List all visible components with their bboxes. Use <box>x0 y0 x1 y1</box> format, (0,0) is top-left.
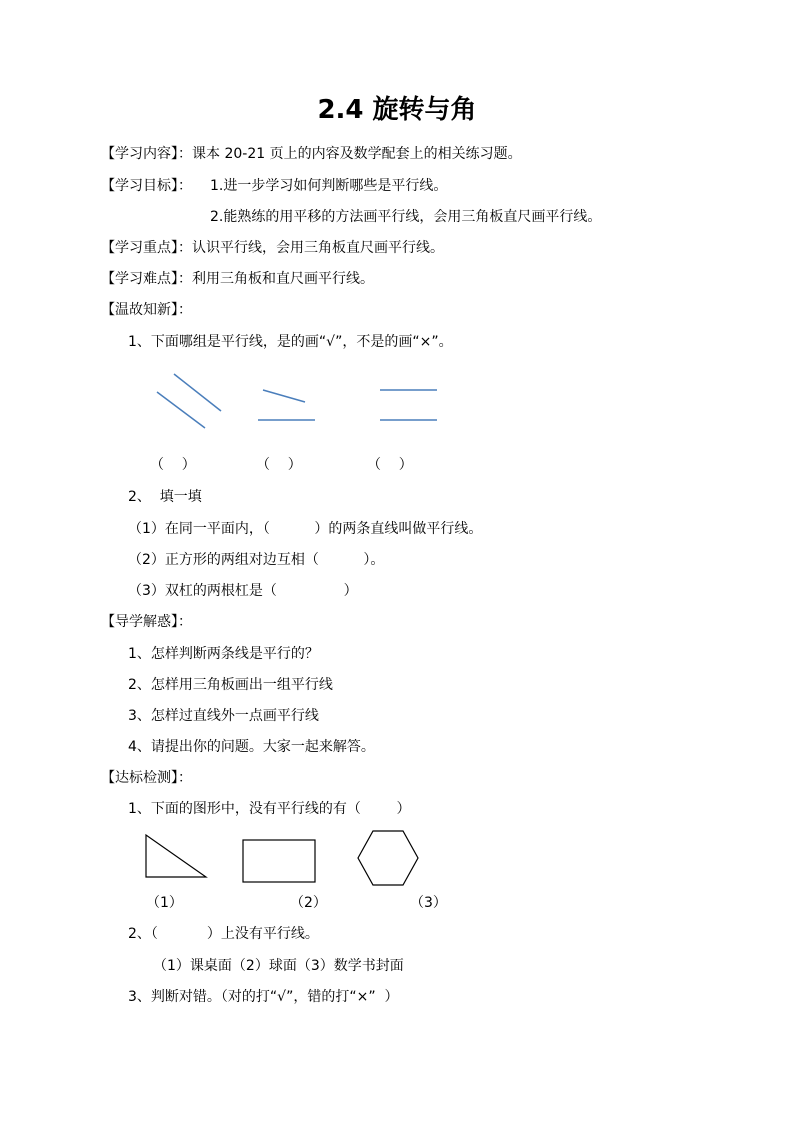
fill-blank-3: （3）双杠的两根杠是（ ） <box>128 583 358 599</box>
shape-label-1: （1） <box>146 895 183 911</box>
learning-goal-2: 2.能熟练的用平移的方法画平行线，会用三角板直尺画平行线。 <box>210 209 602 225</box>
line-group-1-a <box>174 374 221 411</box>
page-title: 2.4 旋转与角 <box>317 95 477 125</box>
review-heading: 【温故知新】： <box>101 302 192 318</box>
learning-difficulty: 【学习难点】：利用三角板和直尺画平行线。 <box>101 271 374 287</box>
test-question-1: 1、下面的图形中，没有平行线的有（ ） <box>128 801 411 817</box>
rectangle-shape <box>243 840 315 882</box>
test-question-2-options: （1）课桌面（2）球面（3）数学书封面 <box>153 958 404 974</box>
learning-goals-label: 【学习目标】： <box>101 178 192 194</box>
triangle-shape <box>146 835 206 877</box>
guide-item: 3、怎样过直线外一点画平行线 <box>128 708 319 724</box>
test-question-3: 3、判断对错。（对的打“√”，错的打“×” ） <box>128 989 399 1005</box>
guide-item: 4、请提出你的问题。大家一起来解答。 <box>128 739 375 755</box>
answer-blank-3[interactable]: （ ） <box>367 457 413 473</box>
guide-item: 2、怎样用三角板画出一组平行线 <box>128 677 333 693</box>
learning-goal-1: 1.进一步学习如何判断哪些是平行线。 <box>210 178 448 194</box>
answer-blank-1[interactable]: （ ） <box>150 457 196 473</box>
line-group-1-b <box>157 392 205 428</box>
shape-label-2: （2） <box>290 895 327 911</box>
answer-blank-2[interactable]: （ ） <box>256 457 302 473</box>
learning-key-point: 【学习重点】：认识平行线，会用三角板直尺画平行线。 <box>101 240 444 256</box>
shape-label-3: （3） <box>410 895 447 911</box>
learning-content: 【学习内容】：课本 20-21 页上的内容及数学配套上的相关练习题。 <box>101 146 522 162</box>
guide-heading: 【导学解惑】： <box>101 614 192 630</box>
line-group-2-a <box>263 390 305 402</box>
fill-blank-2: （2）正方形的两组对边互相（ ）。 <box>128 552 385 568</box>
guide-item: 1、怎样判断两条线是平行的？ <box>128 646 319 662</box>
hexagon-shape <box>358 831 418 885</box>
test-heading: 【达标检测】： <box>101 770 192 786</box>
review-question-1: 1、下面哪组是平行线，是的画“√”，不是的画“×”。 <box>128 334 453 350</box>
fill-blank-1: （1）在同一平面内，（ ）的两条直线叫做平行线。 <box>128 521 483 537</box>
test-question-2: 2、（ ）上没有平行线。 <box>128 926 319 942</box>
review-question-2: 2、 填一填 <box>128 489 202 505</box>
